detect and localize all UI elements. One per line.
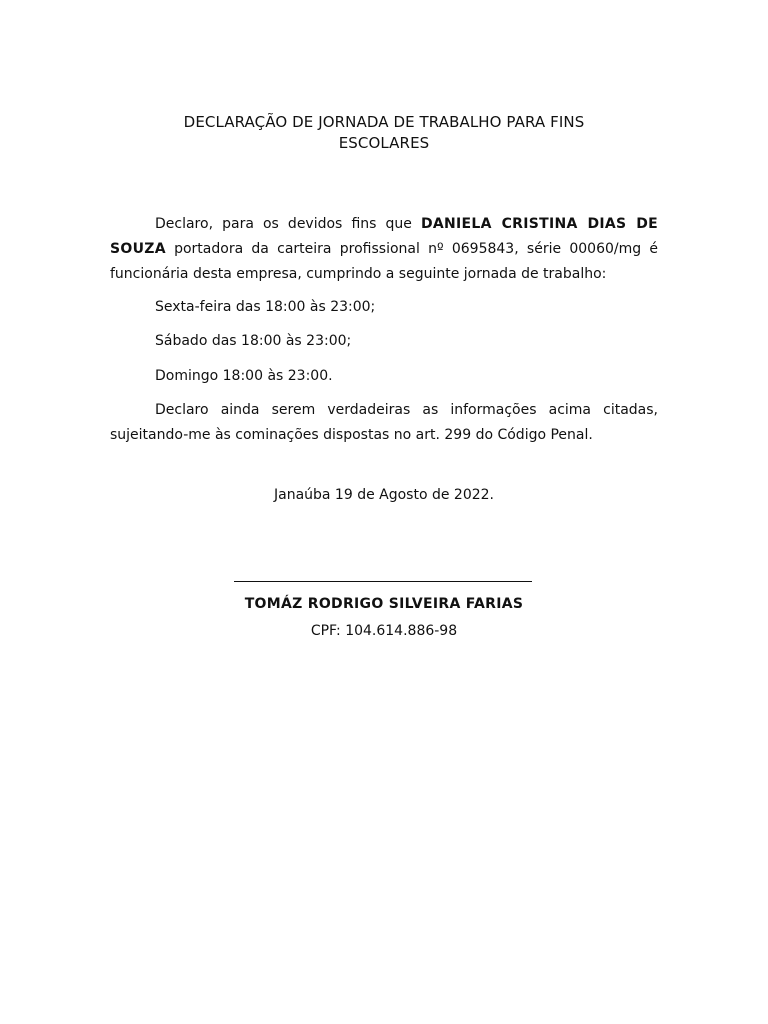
signature-line — [234, 581, 532, 582]
declaration-suffix: portadora da carteira profissional nº 0695843, série 00060/mg é funcionária desta empresa, cumprindo a seguinte jornada de trabalho: — [110, 241, 658, 282]
schedule-sunday: Domingo 18:00 às 23:00. — [155, 368, 333, 384]
document-title-line-2: ESCOLARES — [338, 134, 430, 152]
declaration-prefix: Declaro, para os devidos fins que — [155, 216, 421, 232]
document-title-line-1: DECLARAÇÃO DE JORNADA DE TRABALHO PARA FINS — [183, 113, 585, 131]
document-title — [110, 112, 658, 154]
signatory-cpf: CPF: 104.614.886-98 — [310, 623, 458, 639]
schedule-friday: Sexta-feira das 18:00 às 23:00; — [155, 299, 376, 315]
schedule-saturday: Sábado das 18:00 às 23:00; — [155, 333, 352, 349]
document-date: Janaúba 19 de Agosto de 2022. — [273, 487, 495, 503]
declaration-paragraph — [110, 212, 658, 287]
employee-name: DANIELA CRISTINA DIAS DE SOUZA — [110, 216, 658, 257]
signatory-name: TOMÁZ RODRIGO SILVEIRA FARIAS — [244, 596, 524, 612]
truthfulness-paragraph: Declaro ainda serem verdadeiras as informações acima citadas, sujeitando-me às cominações dispostas no art. 299 do Código Penal. — [110, 402, 658, 443]
